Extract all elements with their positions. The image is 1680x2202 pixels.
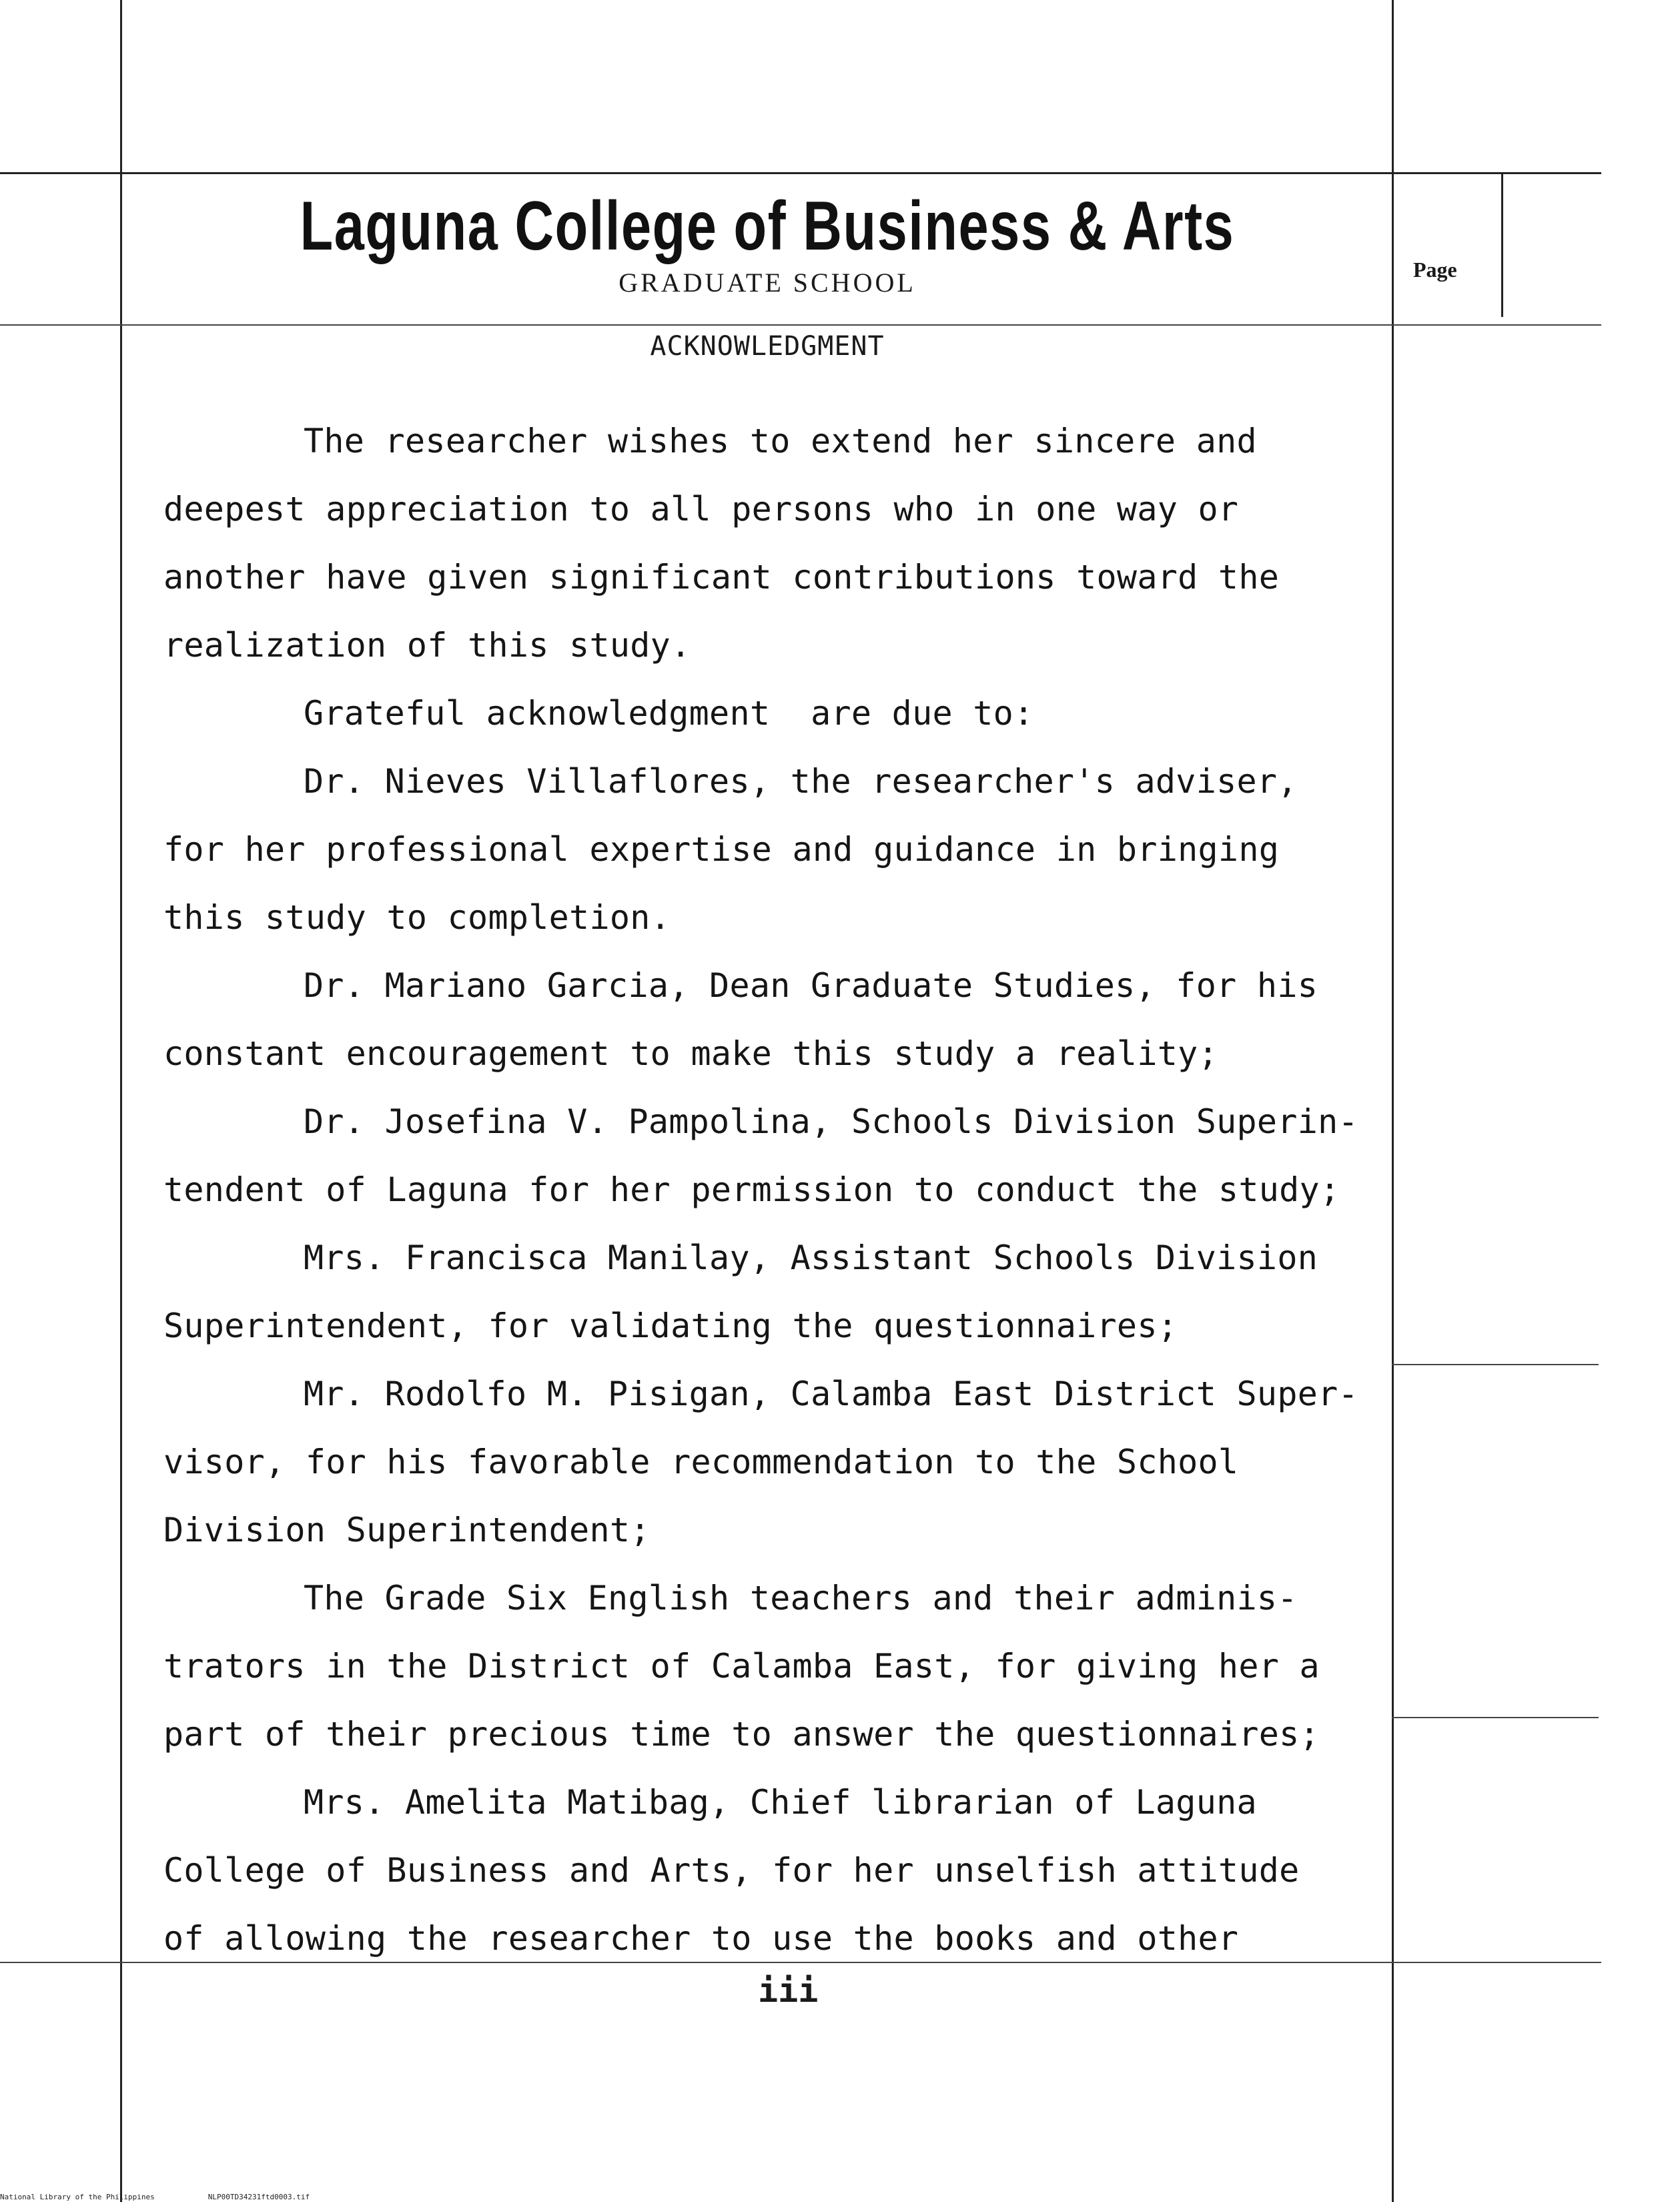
text-line: Superintendent, for validating the questionnaires; xyxy=(163,1307,1178,1345)
text-line: Division Superintendent; xyxy=(163,1511,651,1549)
scan-footer xyxy=(0,2193,363,2201)
page-number: iii xyxy=(758,1971,819,2010)
text-line: part of their precious time to answer the questionnaires; xyxy=(163,1715,1320,1754)
document-title: ACKNOWLEDGMENT xyxy=(650,331,885,362)
text-line: realization of this study. xyxy=(163,626,691,665)
header-bottom-rule xyxy=(0,324,1601,326)
margin-rule-1 xyxy=(1392,1364,1599,1365)
margin-rule-2 xyxy=(1392,1717,1599,1718)
page-box-rule xyxy=(1501,173,1503,317)
footer-library: National Library of the Philippines xyxy=(0,2193,155,2201)
text-line: another have given significant contributions toward the xyxy=(163,558,1280,597)
text-line: Dr. Nieves Villaflores, the researcher's adviser, xyxy=(304,762,1298,801)
text-line: trators in the District of Calamba East, for giving her a xyxy=(163,1647,1320,1686)
text-line: Mrs. Amelita Matibag, Chief librarian of Laguna xyxy=(304,1783,1257,1822)
text-line: Dr. Josefina V. Pampolina, Schools Division Superin- xyxy=(304,1102,1358,1141)
text-line: constant encouragement to make this study a reality; xyxy=(163,1034,1218,1073)
text-line: this study to completion. xyxy=(163,898,671,937)
text-line: tendent of Laguna for her permission to conduct the study; xyxy=(163,1170,1340,1209)
page-label: Page xyxy=(1413,258,1457,282)
text-line: Mrs. Francisca Manilay, Assistant Schools Division xyxy=(304,1238,1318,1277)
text-line: Grateful acknowledgment are due to: xyxy=(304,694,1034,733)
text-line: visor, for his favorable recommendation to the School xyxy=(163,1443,1239,1481)
graduate-school-label: GRADUATE SCHOOL xyxy=(618,268,916,298)
text-line: for her professional expertise and guidance in bringing xyxy=(163,830,1280,869)
text-line: The researcher wishes to extend her sincere and xyxy=(304,422,1257,460)
college-name: Laguna College of Business & Arts xyxy=(300,188,1235,265)
frame-right-rule xyxy=(1392,0,1394,2202)
footer-rule xyxy=(0,1962,1601,1963)
text-line: Dr. Mariano Garcia, Dean Graduate Studies, for his xyxy=(304,966,1318,1005)
header-top-rule xyxy=(0,172,1601,174)
text-line: Mr. Rodolfo M. Pisigan, Calamba East District Super- xyxy=(304,1375,1358,1413)
footer-file: NLP00TD34231ftd0003.tif xyxy=(207,2193,310,2201)
frame-left-rule xyxy=(120,0,122,2202)
text-line: of allowing the researcher to use the books and other xyxy=(163,1919,1239,1958)
text-line: deepest appreciation to all persons who in one way or xyxy=(163,490,1239,528)
text-line: College of Business and Arts, for her unselfish attitude xyxy=(163,1851,1300,1890)
text-line: The Grade Six English teachers and their adminis- xyxy=(304,1579,1298,1617)
